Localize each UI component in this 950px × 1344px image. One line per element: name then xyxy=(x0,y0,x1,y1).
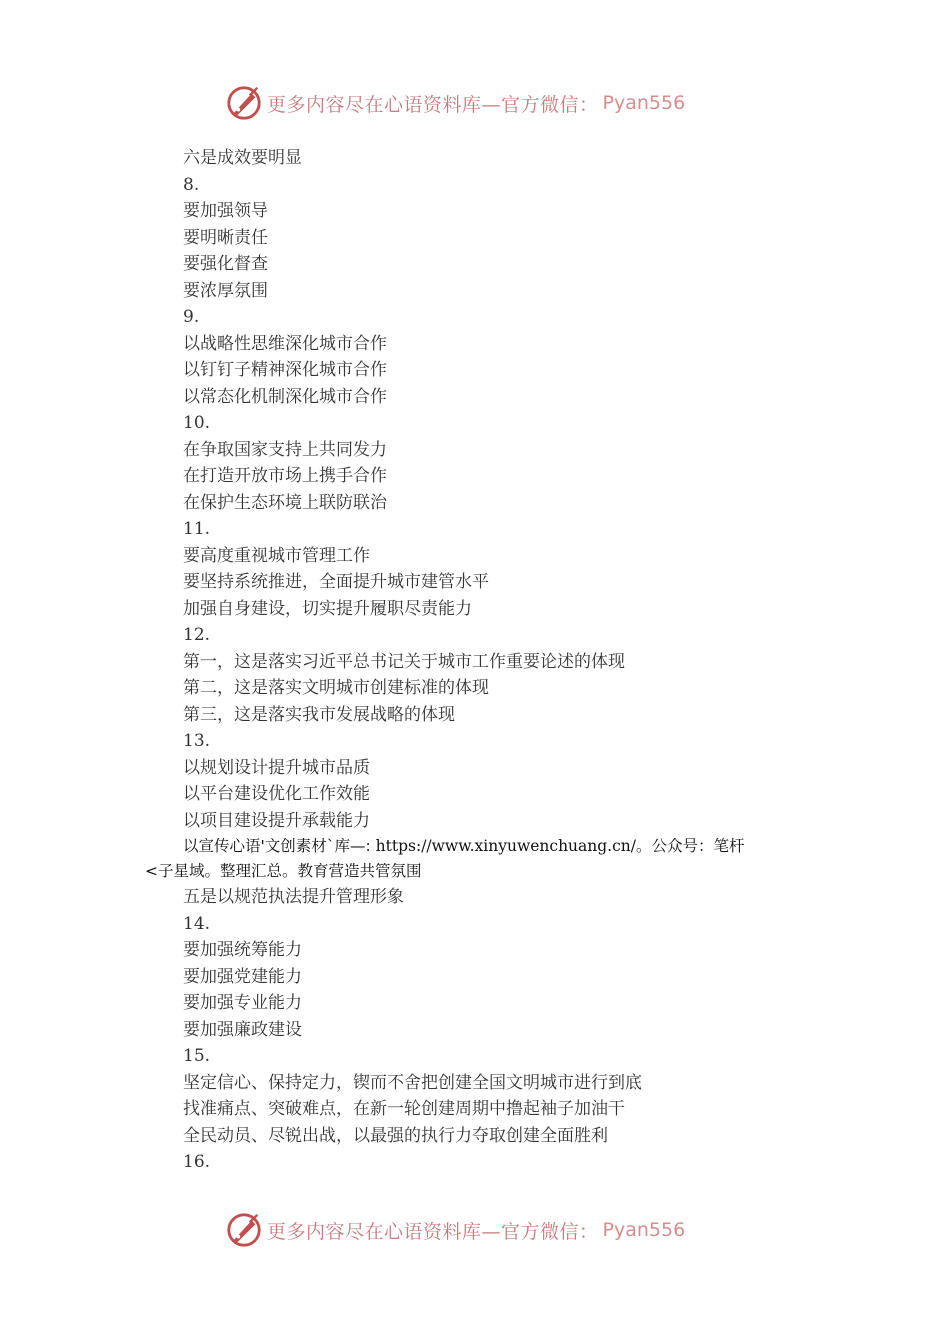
content-top xyxy=(183,145,903,834)
item-number: 8. xyxy=(183,174,200,195)
text-line: 要加强党建能力 xyxy=(183,966,302,987)
header-banner xyxy=(225,83,685,123)
item-number: 11. xyxy=(183,519,211,539)
text-line: 第一，这是落实习近平总书记关于城市工作重要论述的体现 xyxy=(183,651,625,672)
item-number: 13. xyxy=(183,731,211,751)
text-line: 以战略性思维深化城市合作 xyxy=(183,333,387,354)
item-number: 14. xyxy=(183,913,211,934)
text-line: 在保护生态环境上联防联治 xyxy=(183,492,387,513)
text-line: 要高度重视城市管理工作 xyxy=(183,545,370,566)
pen-logo-icon xyxy=(225,1211,263,1249)
text-line: 第二，这是落实文明城市创建标准的体现 xyxy=(183,678,489,698)
text-line: 在争取国家支持上共同发力 xyxy=(183,439,387,460)
text-line: 坚定信心、保持定力，锲而不舍把创建全国文明城市进行到底 xyxy=(183,1072,642,1093)
promo-text: 以宣传心语'文创素材`库—: xyxy=(183,837,376,855)
text-line: 五是以规范执法提升管理形象 xyxy=(183,887,404,907)
text-line: 要坚持系统推进，全面提升城市建管水平 xyxy=(183,572,489,592)
text-line: 找准痛点、突破难点，在新一轮创建周期中撸起袖子加油干 xyxy=(183,1099,625,1119)
item-number: 12. xyxy=(183,625,211,645)
text-line: 以常态化机制深化城市合作 xyxy=(183,386,387,407)
text-line: 以项目建设提升承载能力 xyxy=(183,810,370,831)
text-line: 加强自身建设，切实提升履职尽责能力 xyxy=(183,598,472,619)
text-line: 要加强廉政建设 xyxy=(183,1019,302,1040)
text-line: 以规划设计提升城市品质 xyxy=(183,757,370,778)
text-line: 要明晰责任 xyxy=(183,227,268,248)
text-line: 要加强领导 xyxy=(183,201,268,221)
content-bottom xyxy=(183,884,903,1176)
item-number: 9. xyxy=(183,307,200,327)
banner-wechat-id: Pyan556 xyxy=(602,1219,686,1241)
promo-text: 。公众号：笔杆 xyxy=(636,837,745,855)
text-line: 在打造开放市场上携手合作 xyxy=(183,466,387,486)
text-line: 全民动员、尽锐出战，以最强的执行力夺取创建全面胜利 xyxy=(183,1125,608,1146)
footer-banner xyxy=(225,1210,685,1250)
text-line: 六是成效要明显 xyxy=(183,148,302,168)
text-line: 要加强统筹能力 xyxy=(183,940,302,960)
text-line: 以钉钉子精神深化城市合作 xyxy=(183,360,387,380)
text-line: 要加强专业能力 xyxy=(183,993,302,1013)
banner-text: 更多内容尽在心语资料库—官方微信： xyxy=(267,93,599,116)
text-line: 以平台建设优化工作效能 xyxy=(183,784,370,804)
item-number: 10. xyxy=(183,413,211,433)
promo-url: https://www.xinyuwenchuang.cn/ xyxy=(375,837,636,855)
banner-text: 更多内容尽在心语资料库—官方微信： xyxy=(267,1220,599,1243)
text-line: 要强化督查 xyxy=(183,254,268,274)
pen-logo-icon xyxy=(225,84,263,122)
banner-wechat-id: Pyan556 xyxy=(602,92,686,114)
text-line: 第三，这是落实我市发展战略的体现 xyxy=(183,704,455,725)
item-number: 16. xyxy=(183,1152,211,1172)
item-number: 15. xyxy=(183,1046,211,1066)
promo-line-1 xyxy=(183,835,745,857)
promo-line-2: <子星域。整理汇总。教育营造共管氛围 xyxy=(145,862,422,880)
text-line: 要浓厚氛围 xyxy=(183,280,268,301)
